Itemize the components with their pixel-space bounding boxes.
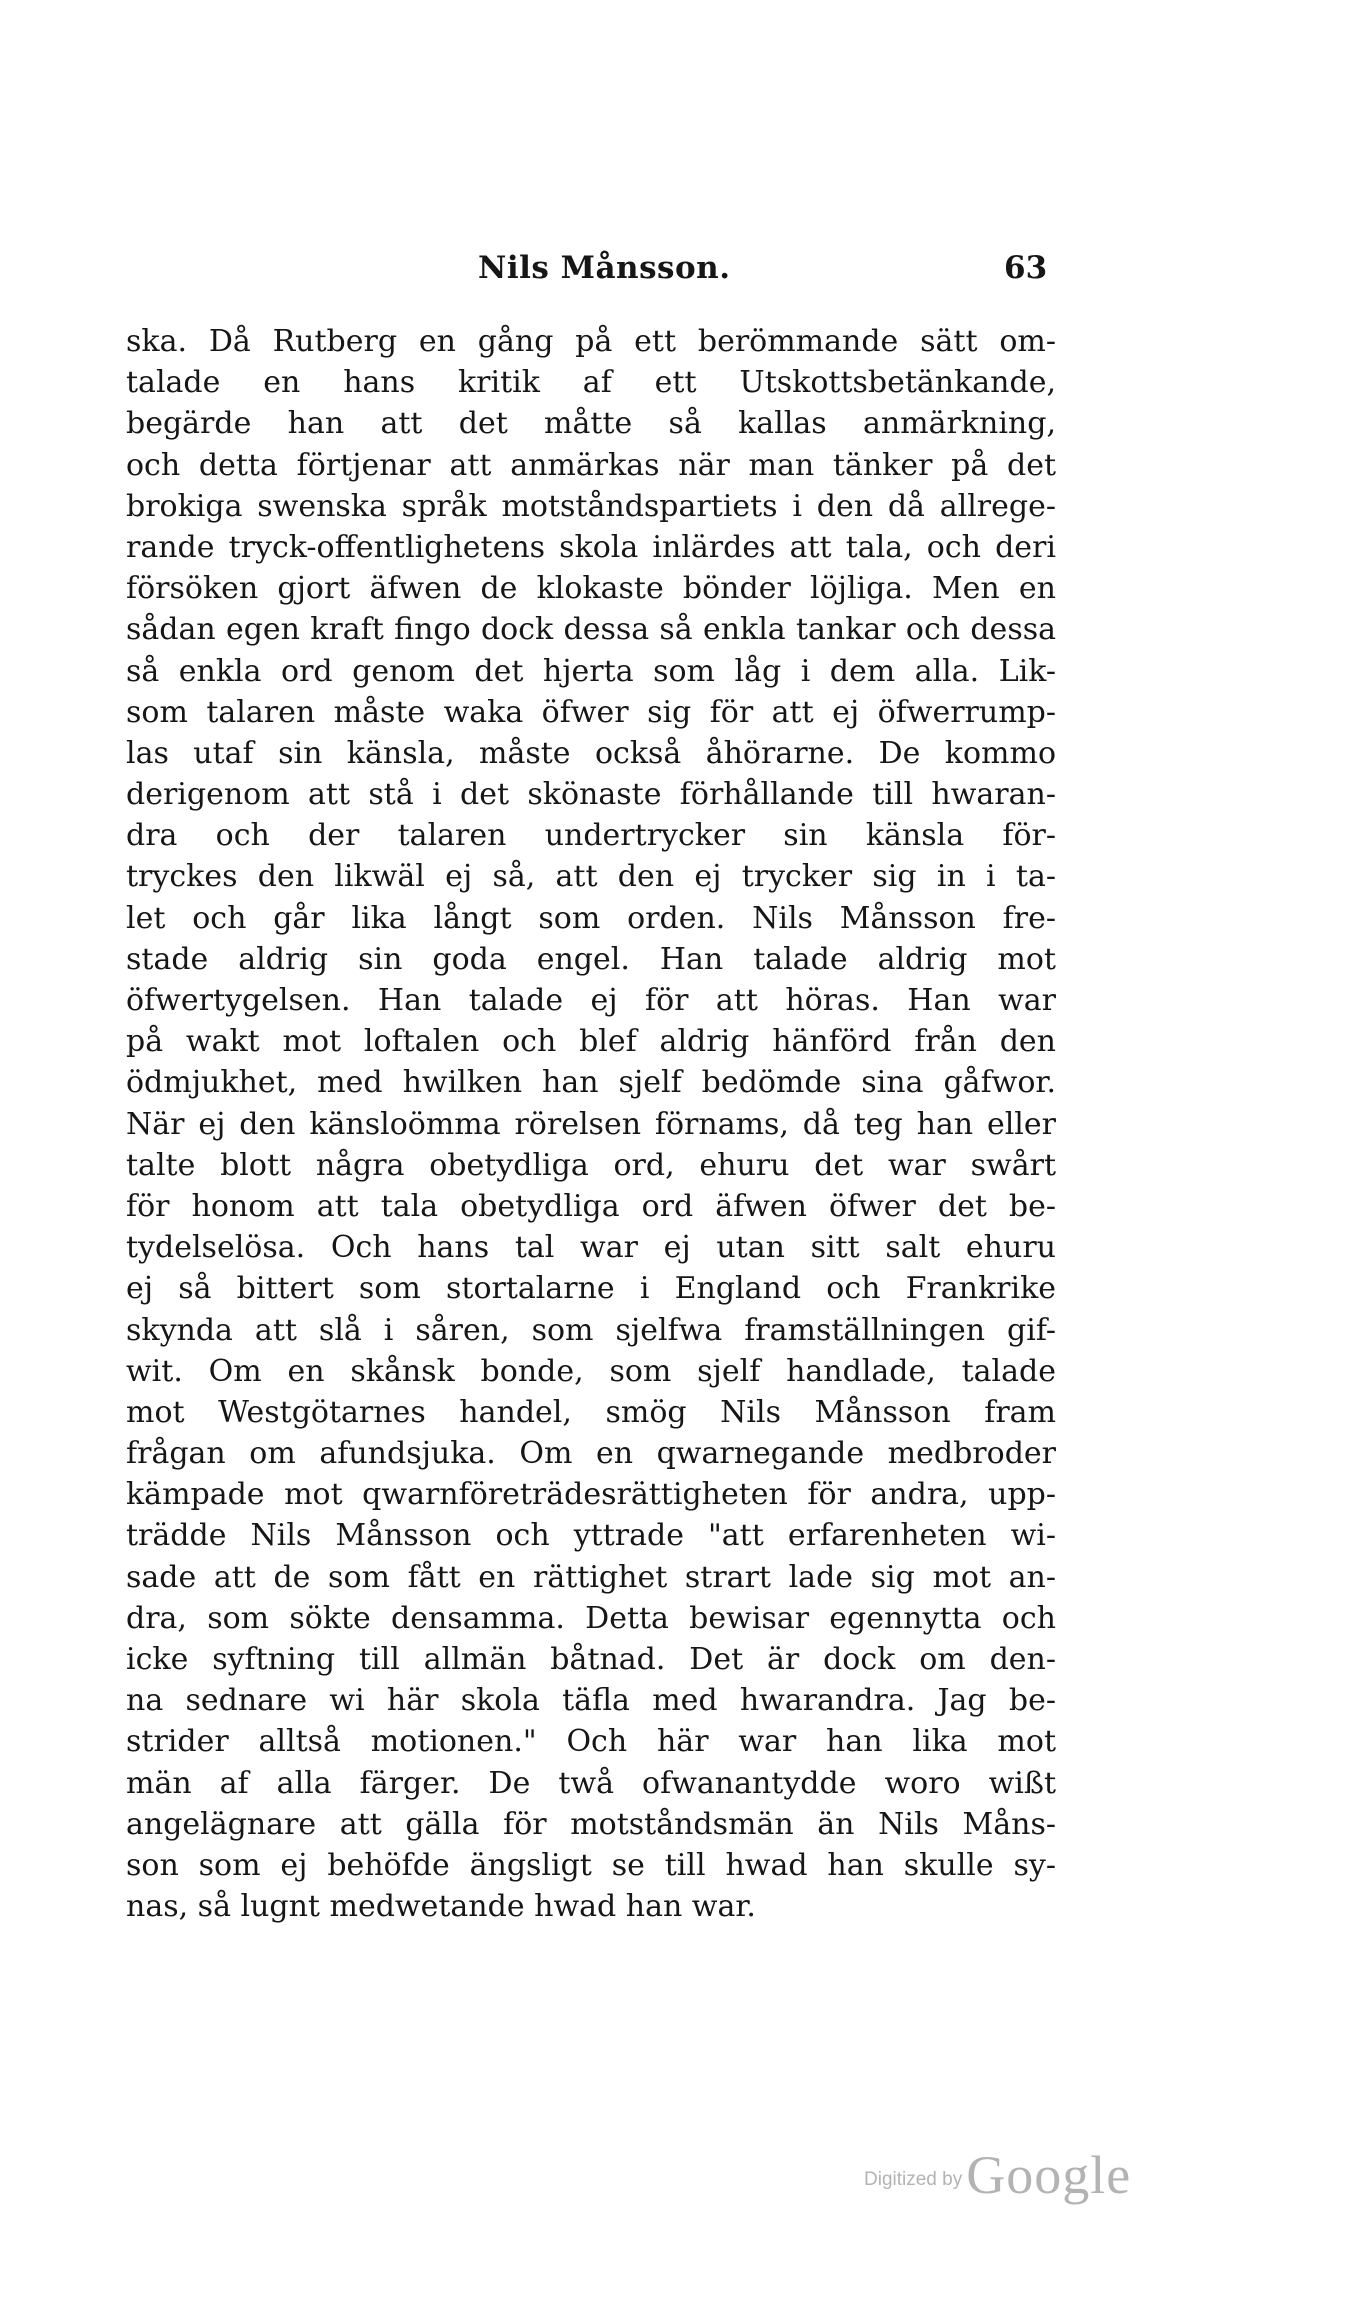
text-line: och detta förtjenar att anmärkas när man tänker på det <box>126 447 1056 483</box>
text-line: försöken gjort äfwen de klokaste bönder löjliga. Men en <box>126 571 1056 607</box>
text-line: sade att de som fått en rättighet strart lade sig mot an- <box>126 1559 1056 1595</box>
watermark-brand: Google <box>966 2145 1132 2205</box>
page-number: 63 <box>1004 250 1048 286</box>
text-line: frågan om afundsjuka. Om en qwarnegande medbroder <box>126 1436 1056 1472</box>
text-line: på wakt mot loftalen och blef aldrig hänförd från den <box>126 1024 1056 1060</box>
text-line: son som ej behöfde ängsligt se till hwad han skulle sy- <box>126 1847 1056 1883</box>
text-line: rande tryck-offentlighetens skola inlärdes att tala, och deri <box>126 529 1056 565</box>
text-line: las utaf sin känsla, måste också åhörarne. De kommo <box>126 735 1056 771</box>
text-line: talte blott några obetydliga ord, ehuru det war swårt <box>126 1147 1056 1183</box>
text-line: derigenom att stå i det skönaste förhållande till hwaran- <box>126 777 1056 813</box>
text-line: dra, som sökte densamma. Detta bewisar egennytta och <box>126 1600 1056 1636</box>
text-line: för honom att tala obetydliga ord äfwen öfwer det be- <box>126 1188 1056 1224</box>
text-line: brokiga swenska språk motståndspartiets i den då allrege- <box>126 488 1056 524</box>
text-line: så enkla ord genom det hjerta som låg i dem alla. Lik- <box>126 653 1056 689</box>
text-line: stade aldrig sin goda engel. Han talade aldrig mot <box>126 941 1056 977</box>
watermark-prefix: Digitized by <box>864 2169 963 2190</box>
text-line: män af alla färger. De twå ofwanantydde woro wißt <box>126 1765 1056 1801</box>
text-line: angelägnare att gälla för motståndsmän än Nils Måns- <box>126 1806 1056 1842</box>
text-line: trädde Nils Månsson och yttrade "att erfarenheten wi- <box>126 1518 1056 1554</box>
text-line: na sednare wi här skola täfla med hwarandra. Jag be- <box>126 1683 1056 1719</box>
text-line: mot Westgötarnes handel, smög Nils Månsson fram <box>126 1394 1056 1430</box>
text-line: talade en hans kritik af ett Utskottsbetänkande, <box>126 365 1056 401</box>
text-line: strider alltså motionen." Och här war han lika mot <box>126 1724 1056 1760</box>
text-line: dra och der talaren undertrycker sin känsla för- <box>126 818 1056 854</box>
text-line: icke syftning till allmän båtnad. Det är dock om den- <box>126 1642 1056 1677</box>
body-text <box>126 321 1056 1927</box>
text-line: ödmjukhet, med hwilken han sjelf bedömde sina gåfwor. <box>126 1065 1056 1101</box>
text-line: nas, så lugnt medwetande hwad han war. <box>126 1889 756 1925</box>
text-line: tryckes den likwäl ej så, att den ej trycker sig in i ta- <box>126 859 1056 895</box>
text-line: ej så bittert som stortalarne i England och Frankrike <box>126 1271 1056 1307</box>
text-line: ska. Då Rutberg en gång på ett berömmande sätt om- <box>126 324 1056 359</box>
text-line: När ej den känsloömma rörelsen förnams, då teg han eller <box>126 1106 1056 1142</box>
text-line: wit. Om en skånsk bonde, som sjelf handlade, talade <box>126 1353 1056 1389</box>
text-line: begärde han att det måtte så kallas anmärkning, <box>126 406 1056 442</box>
text-line: sådan egen kraft fingo dock dessa så enkla tankar och dessa <box>126 612 1056 648</box>
digitized-by-google-watermark <box>864 2144 1131 2206</box>
text-line: som talaren måste waka öfwer sig för att ej öfwerrump- <box>126 694 1056 730</box>
text-line: let och går lika långt som orden. Nils Månsson fre- <box>126 900 1056 936</box>
text-line: skynda att slå i såren, som sjelfwa framställningen gif- <box>126 1312 1056 1348</box>
text-line: öfwertygelsen. Han talade ej för att höras. Han war <box>126 983 1056 1018</box>
running-title: Nils Månsson. <box>478 250 731 286</box>
text-line: tydelselösa. Och hans tal war ej utan sitt salt ehuru <box>126 1230 1056 1266</box>
text-line: kämpade mot qwarnföreträdesrättigheten för andra, upp- <box>126 1477 1056 1513</box>
